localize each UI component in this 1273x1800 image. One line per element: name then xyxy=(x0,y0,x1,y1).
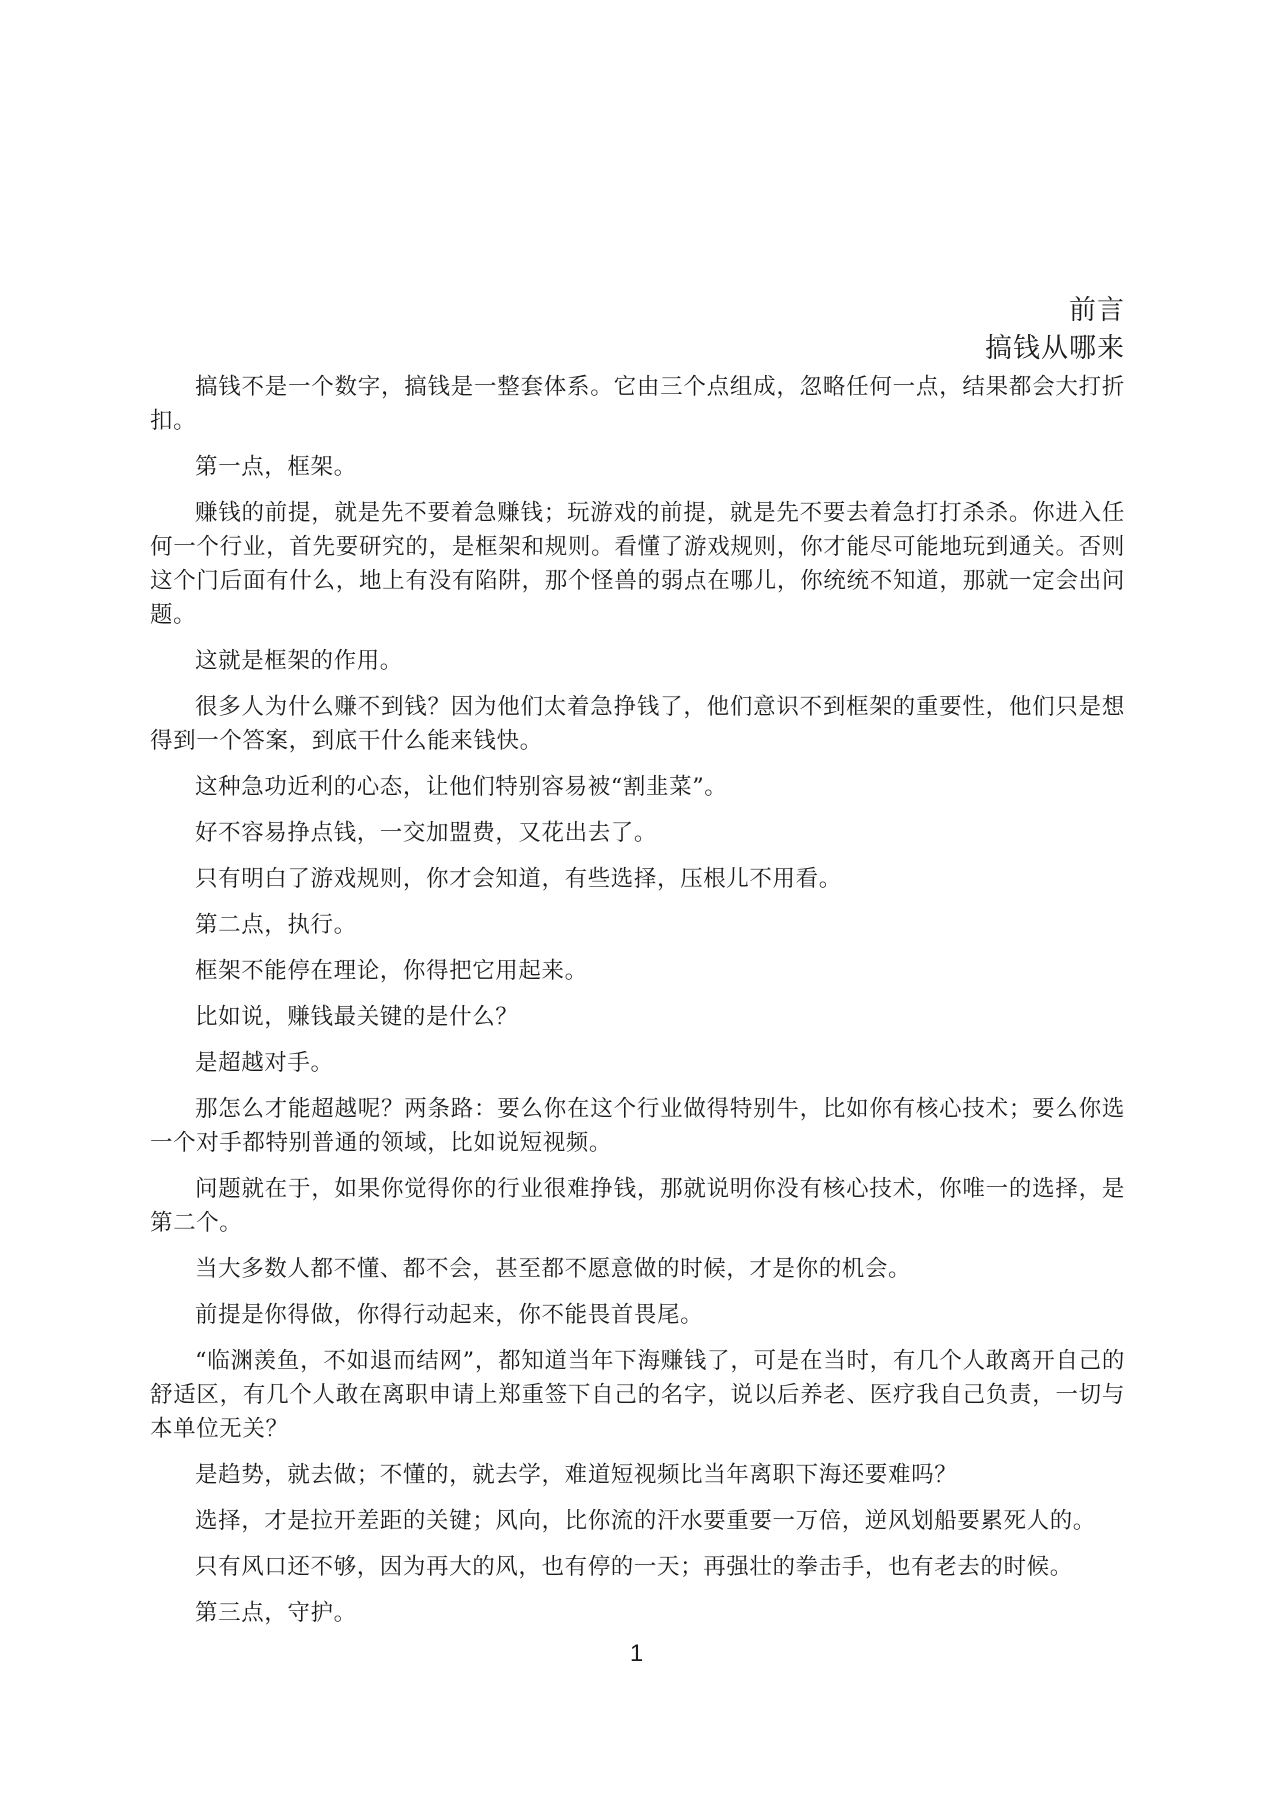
paragraph: 是趋势，就去做；不懂的，就去学，难道短视频比当年离职下海还要难吗？ xyxy=(195,1462,958,1488)
paragraph: 第二点，执行。 xyxy=(195,912,357,938)
paragraph: 很多人为什么赚不到钱？因为他们太着急挣钱了，他们意识不到框架的重要性，他们只是想得到一个答案，到底干什么能来钱快。 xyxy=(150,694,1125,754)
paragraph: 是超越对手。 xyxy=(195,1050,334,1076)
body-text xyxy=(150,370,1125,1642)
paragraph: 框架不能停在理论，你得把它用起来。 xyxy=(195,958,588,984)
paragraph: 比如说，赚钱最关键的是什么？ xyxy=(195,1004,519,1030)
heading-block xyxy=(985,292,1125,368)
paragraph: 前提是你得做，你得行动起来，你不能畏首畏尾。 xyxy=(195,1302,704,1328)
paragraph: 那怎么才能超越呢？两条路：要么你在这个行业做得特别牛，比如你有核心技术；要么你选一个对手都特别普通的领域，比如说短视频。 xyxy=(150,1096,1125,1156)
paragraph: 第三点，守护。 xyxy=(195,1600,357,1626)
paragraph: 第一点，框架。 xyxy=(195,454,357,480)
paragraph: 这就是框架的作用。 xyxy=(195,648,403,674)
paragraph: 只有明白了游戏规则，你才会知道，有些选择，压根儿不用看。 xyxy=(195,866,842,892)
chapter-title: 前言 xyxy=(1069,295,1125,326)
paragraph: 问题就在于，如果你觉得你的行业很难挣钱，那就说明你没有核心技术，你唯一的选择，是第二个。 xyxy=(150,1176,1125,1236)
paragraph: 当大多数人都不懂、都不会，甚至都不愿意做的时候，才是你的机会。 xyxy=(195,1256,912,1282)
paragraph: 搞钱不是一个数字，搞钱是一整套体系。它由三个点组成，忽略任何一点，结果都会大打折扣。 xyxy=(150,374,1125,434)
page-number: 1 xyxy=(629,1640,644,1667)
paragraph: “临渊羡鱼，不如退而结网”，都知道当年下海赚钱了，可是在当时，有几个人敢离开自己的舒适区，有几个人敢在离职申请上郑重签下自己的名字，说以后养老、医疗我自己负责，一切与本单位无关？ xyxy=(150,1348,1125,1442)
paragraph: 只有风口还不够，因为再大的风，也有停的一天；再强壮的拳击手，也有老去的时候。 xyxy=(195,1554,1073,1580)
paragraph: 赚钱的前提，就是先不要着急赚钱；玩游戏的前提，就是先不要去着急打打杀杀。你进入任何一个行业，首先要研究的，是框架和规则。看懂了游戏规则，你才能尽可能地玩到通关。否则这个门后面有什么，地上有没有陷阱，那个怪兽的弱点在哪儿，你统统不知道，那就一定会出问题。 xyxy=(150,500,1125,628)
paragraph: 好不容易挣点钱，一交加盟费，又花出去了。 xyxy=(195,820,658,846)
section-title: 搞钱从哪来 xyxy=(985,333,1125,364)
paragraph: 这种急功近利的心态，让他们特别容易被“割韭菜”。 xyxy=(195,774,728,800)
paragraph: 选择，才是拉开差距的关键；风向，比你流的汗水要重要一万倍，逆风划船要累死人的。 xyxy=(195,1508,1096,1534)
